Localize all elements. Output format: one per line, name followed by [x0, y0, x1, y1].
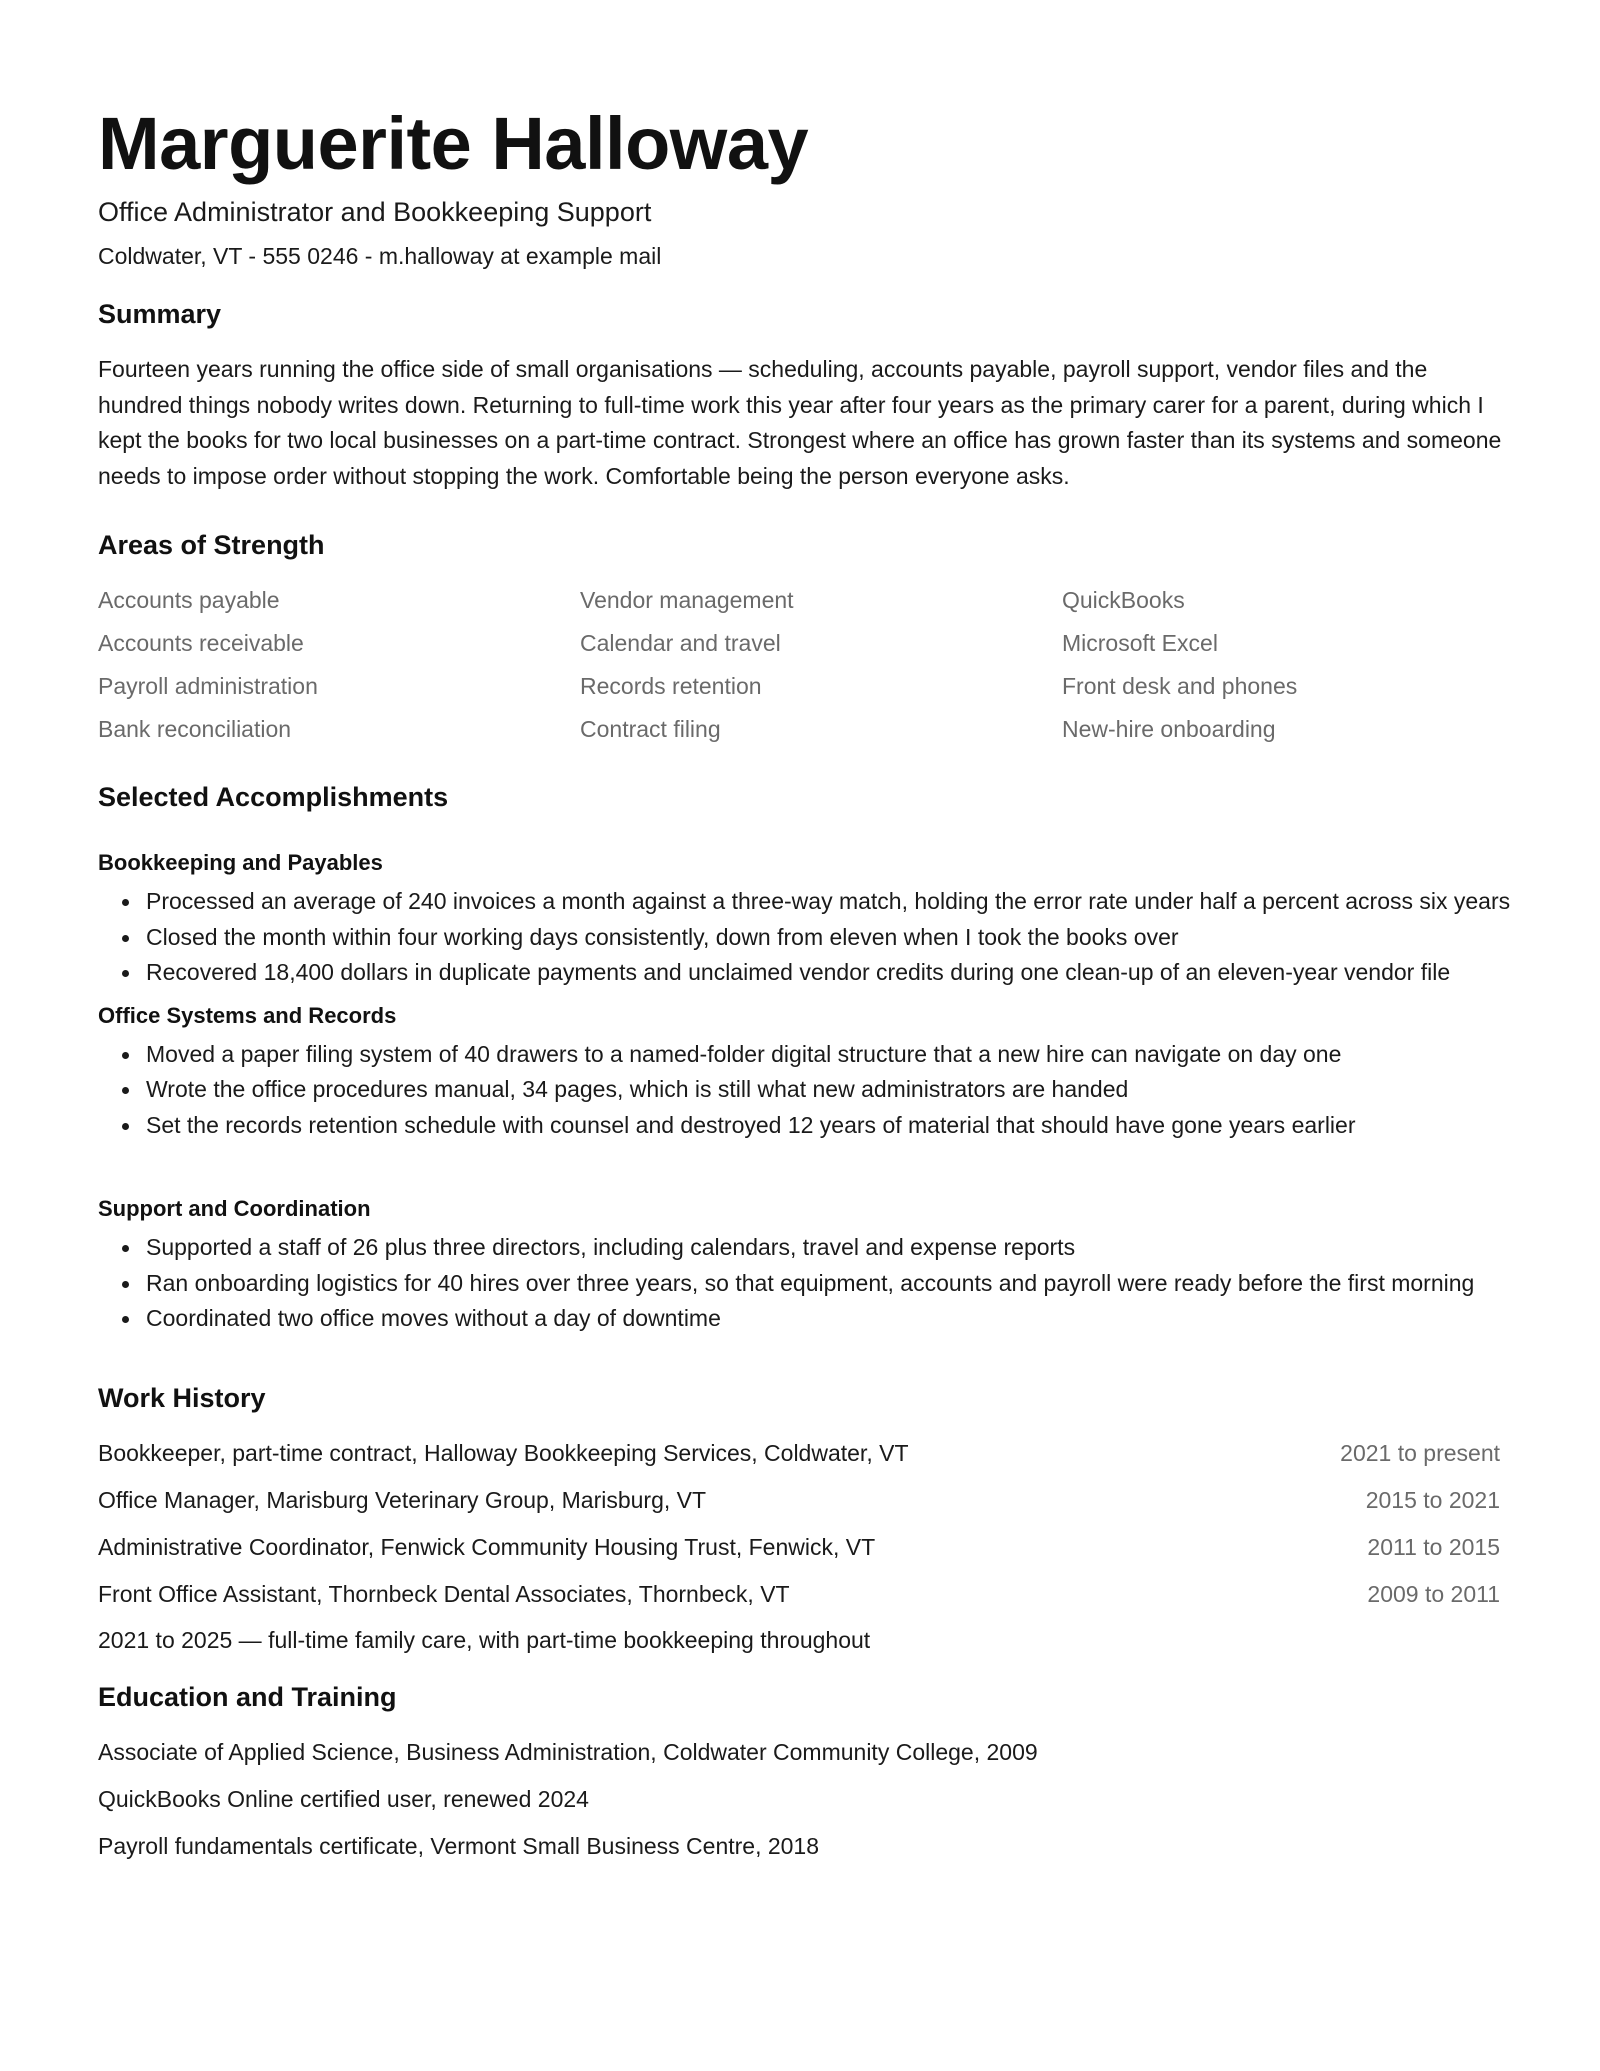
accomplishment-item: Supported a staff of 26 plus three directors, including calendars, travel and expense reports: [98, 1230, 1518, 1266]
work-role: Administrative Coordinator, Fenwick Community Housing Trust, Fenwick, VT: [98, 1533, 876, 1560]
accomplishment-item: Recovered 18,400 dollars in duplicate payments and unclaimed vendor credits during one clean-up of an eleven-year vendor file: [98, 955, 1518, 991]
work-dates: 2011 to 2015: [1367, 1533, 1500, 1560]
accomplishment-list: [98, 1037, 1500, 1144]
accomplishment-list: [98, 884, 1511, 991]
accomplishment-item: Closed the month within four working days consistently, down from eleven when I took the books over: [98, 920, 1518, 956]
accomplishment-item: Processed an average of 240 invoices a month against a three-way match, holding the error rate under half a percent across six years: [98, 884, 1518, 920]
accomplishment-item: Ran onboarding logistics for 40 hires over three years, so that equipment, accounts and payroll were ready before the first morning: [98, 1266, 1518, 1302]
education-item: Payroll fundamentals certificate, Vermont Small Business Centre, 2018: [98, 1832, 820, 1859]
strength-item: Contract filing: [580, 716, 721, 742]
work-dates: 2015 to 2021: [1365, 1486, 1500, 1513]
strength-item: Accounts payable: [98, 587, 280, 613]
education-section: [98, 1679, 1500, 1870]
work-entry: [98, 1477, 1500, 1524]
work-entry: [98, 1571, 1500, 1618]
work-role: Front Office Assistant, Thornbeck Dental Associates, Thornbeck, VT: [98, 1580, 790, 1607]
contact-line: Coldwater, VT - 555 0246 - m.halloway at example mail: [98, 243, 662, 269]
accomplishment-group-title: Support and Coordination: [98, 1196, 371, 1221]
strength-item: QuickBooks: [1062, 587, 1185, 613]
accomplishment-item: Set the records retention schedule with counsel and destroyed 12 years of material that should have gone years earlier: [98, 1108, 1518, 1144]
accomplishments-section: [98, 779, 1511, 1337]
strengths-section: [98, 527, 1500, 751]
strength-item: Calendar and travel: [580, 630, 781, 656]
strength-item: New-hire onboarding: [1062, 716, 1276, 742]
strength-item: Payroll administration: [98, 673, 318, 699]
summary-section: [98, 296, 1500, 494]
work-history-list: [98, 1430, 1500, 1662]
strength-item: Microsoft Excel: [1062, 630, 1218, 656]
strength-item: Accounts receivable: [98, 630, 304, 656]
strength-item: Vendor management: [580, 587, 794, 613]
work-role: Bookkeeper, part-time contract, Halloway Bookkeeping Services, Coldwater, VT: [98, 1439, 909, 1466]
education-item: QuickBooks Online certified user, renewed 2024: [98, 1785, 589, 1812]
work-history-heading: Work History: [98, 1382, 266, 1413]
career-gap-note: 2021 to 2025 — full-time family care, with part-time bookkeeping throughout: [98, 1626, 871, 1653]
work-role: Office Manager, Marisburg Veterinary Group, Marisburg, VT: [98, 1486, 707, 1513]
accomplishment-item: Wrote the office procedures manual, 34 pages, which is still what new administrators are handed: [98, 1072, 1518, 1108]
candidate-name: Marguerite Halloway: [98, 102, 809, 185]
work-dates: 2021 to present: [1340, 1439, 1500, 1466]
work-entry: [98, 1524, 1500, 1571]
candidate-headline: Office Administrator and Bookkeeping Support: [98, 197, 652, 227]
strength-item: Bank reconciliation: [98, 716, 292, 742]
work-entry: [98, 1430, 1500, 1477]
accomplishment-list: [98, 1230, 1500, 1337]
strengths-heading: Areas of Strength: [98, 530, 325, 560]
strength-item: Front desk and phones: [1062, 673, 1298, 699]
accomplishment-item: Moved a paper filing system of 40 drawers to a named-folder digital structure that a new hire can navigate on day one: [98, 1037, 1518, 1073]
education-item: Associate of Applied Science, Business Administration, Coldwater Community College, 2009: [98, 1738, 1038, 1765]
education-list: [98, 1729, 1500, 1870]
strengths-grid: [98, 579, 1500, 751]
accomplishment-group-title: Bookkeeping and Payables: [98, 850, 383, 875]
accomplishments-heading: Selected Accomplishments: [98, 782, 449, 812]
accomplishment-item: Coordinated two office moves without a day of downtime: [98, 1301, 1518, 1337]
summary-heading: Summary: [98, 299, 222, 329]
education-heading: Education and Training: [98, 1681, 397, 1712]
accomplishment-group-title: Office Systems and Records: [98, 1002, 397, 1028]
strength-item: Records retention: [580, 673, 762, 699]
summary-text: Fourteen years running the office side of small organisations — scheduling, accounts payable, payroll support, vendor files and the hundred things nobody writes down. Returning to full-time work this year after four years as the primary carer for a parent, during which I kept the books for two local businesses on a part-time contract. Strongest where an office has grown faster than its systems and someone needs to impose order without stopping the work. Comfortable being the person everyone asks.: [98, 356, 1502, 489]
work-history-section: [98, 1380, 1500, 1662]
work-dates: 2009 to 2011: [1367, 1580, 1500, 1607]
